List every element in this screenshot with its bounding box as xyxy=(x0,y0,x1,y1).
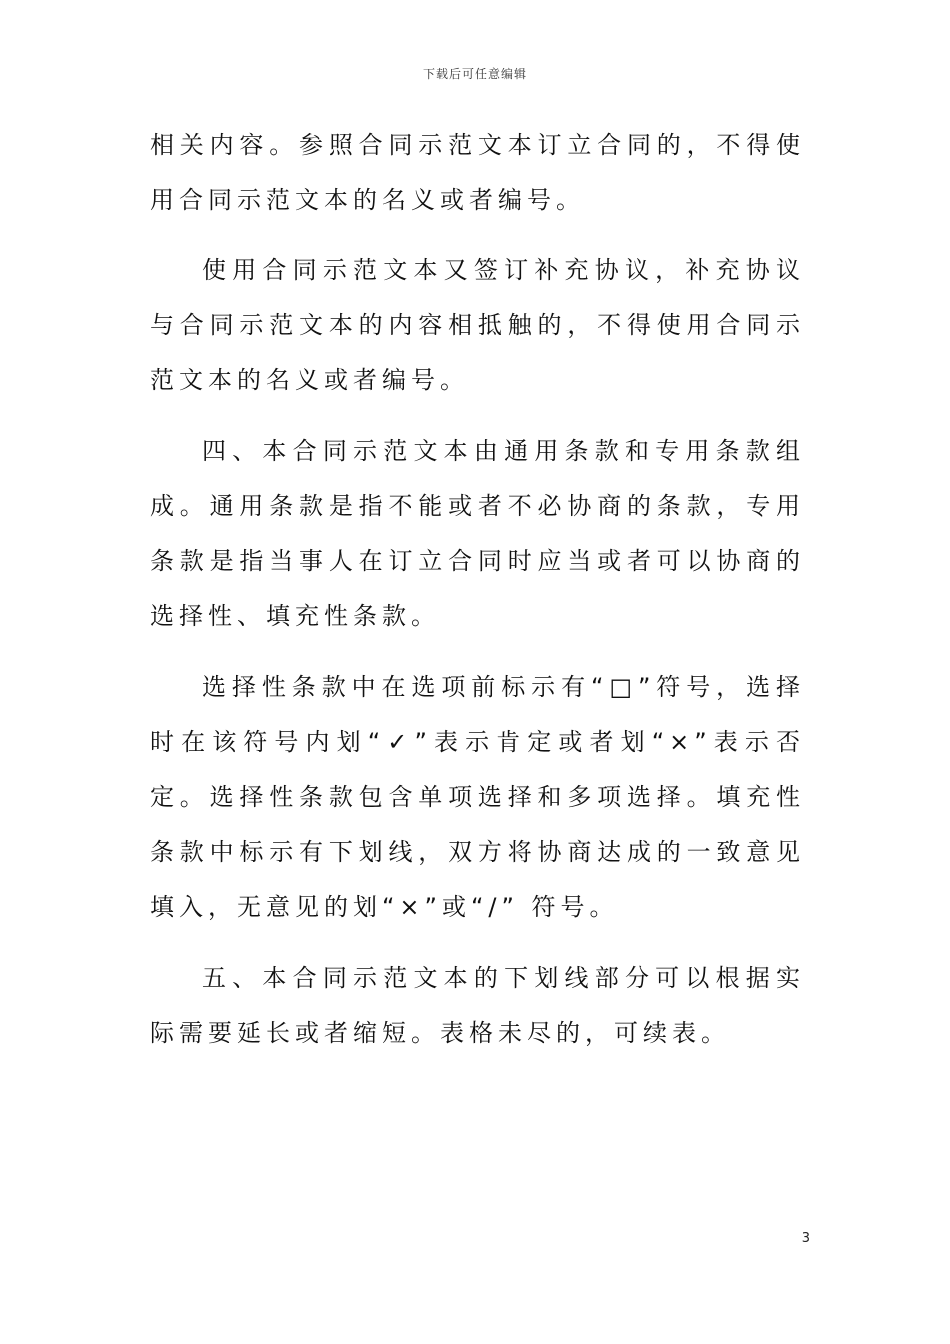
document-body xyxy=(150,118,805,1061)
paragraph-5: 五、本合同示范文本的下划线部分可以根据实际需要延长或者缩短。表格未尽的，可续表。 xyxy=(150,964,805,1047)
paragraph-3: 四、本合同示范文本由通用条款和专用条款组成。通用条款是指不能或者不必协商的条款，专用条款是指当事人在订立合同时应当或者可以协商的选择性、填充性条款。 xyxy=(150,437,805,630)
page-number: 3 xyxy=(801,1231,810,1246)
page-header: 下载后可任意编辑 xyxy=(422,67,527,81)
paragraph-2: 使用合同示范文本又签订补充协议，补充协议与合同示范文本的内容相抵触的，不得使用合同示范文本的名义或者编号。 xyxy=(150,256,805,394)
paragraph-4: 选择性条款中在选项前标示有“□”符号，选择时在该符号内划“✓”表示肯定或者划“×”表示否定。选择性条款包含单项选择和多项选择。填充性条款中标示有下划线，双方将协商达成的一致意见填入，无意见的划“×”或“/” 符号。 xyxy=(150,673,805,921)
paragraph-1: 相关内容。参照合同示范文本订立合同的，不得使用合同示范文本的名义或者编号。 xyxy=(150,131,805,214)
